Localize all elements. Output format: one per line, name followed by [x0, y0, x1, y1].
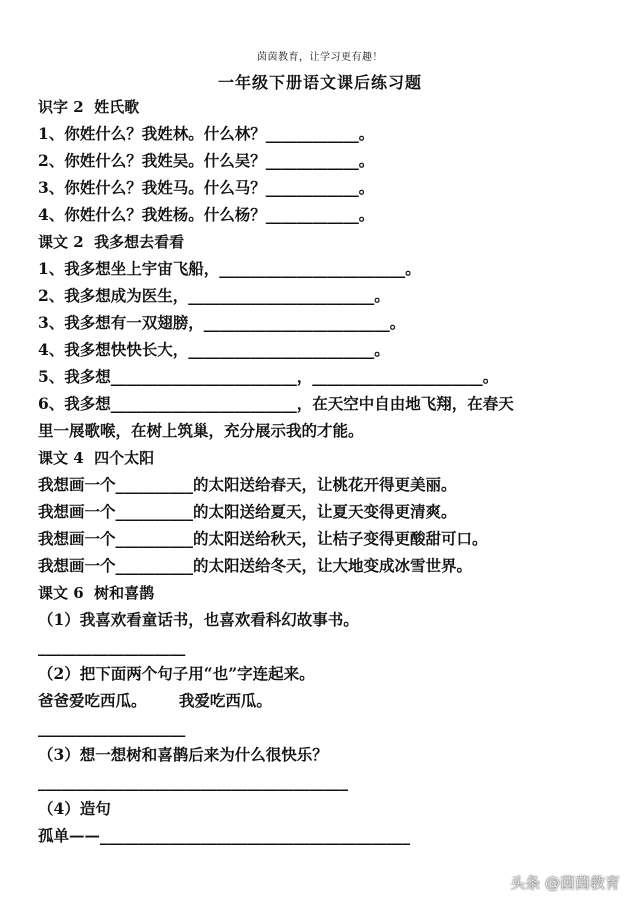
- exercise-line: 3、你姓什么？我姓马。什么马？____________。: [38, 178, 375, 197]
- exercise-line: 我想画一个__________的太阳送给冬天，让大地变成冰雪世界。: [38, 556, 473, 575]
- exercise-line: 我想画一个__________的太阳送给秋天，让桔子变得更酸甜可口。: [38, 529, 488, 548]
- watermark: 头条 @茵茵教育: [510, 874, 620, 892]
- section-heading-2: 课文 2 我多想去看看: [38, 233, 185, 251]
- answer-blank: ________________________________________: [38, 772, 348, 791]
- exercise-line: （3）想一想树和喜鹊后来为什么很快乐？: [38, 745, 328, 764]
- section-heading-3: 课文 4 四个太阳: [38, 449, 155, 467]
- exercise-line: 孤单——________________________________________: [38, 826, 411, 845]
- answer-blank: ___________________: [38, 637, 186, 656]
- exercise-line: 4、你姓什么？我姓杨。什么杨？____________。: [38, 205, 375, 224]
- exercise-line: 3、我多想有一双翅膀，________________________。: [38, 313, 406, 332]
- exercise-line: 2、我多想成为医生，________________________。: [38, 286, 390, 305]
- answer-blank: ___________________: [38, 718, 186, 737]
- header-note: 茵茵教育，让学习更有趣！: [257, 52, 383, 63]
- section-heading-1: 识字 2 姓氏歌: [38, 98, 140, 116]
- section-heading-4: 课文 6 树和喜鹊: [38, 584, 155, 602]
- exercise-line: 爸爸爱吃西瓜。 我爱吃西瓜。: [38, 691, 272, 710]
- exercise-line: 1、你姓什么？我姓林。什么林？____________。: [38, 124, 375, 143]
- exercise-line: 4、我多想快快长大，________________________。: [38, 340, 390, 359]
- exercise-line: 6、我多想________________________，在天空中自由地飞翔，在春天: [38, 394, 514, 413]
- exercise-line: 2、你姓什么？我姓吴。什么吴？____________。: [38, 151, 375, 170]
- exercise-line: 我想画一个__________的太阳送给夏天，让夏天变得更清爽。: [38, 502, 457, 521]
- exercise-line: （1）我喜欢看童话书，也喜欢看科幻故事书。: [38, 610, 359, 629]
- exercise-line: （2）把下面两个句子用“也”字连起来。: [38, 664, 315, 683]
- exercise-line: 1、我多想坐上宇宙飞船，________________________。: [38, 259, 421, 278]
- exercise-line: 里一展歌喉，在树上筑巢，充分展示我的才能。: [38, 421, 364, 440]
- exercise-line: （4）造句: [38, 799, 111, 818]
- document-title: 一年级下册语文课后练习题: [217, 73, 422, 92]
- exercise-line: 5、我多想________________________，______________________。: [38, 367, 499, 386]
- exercise-line: 我想画一个__________的太阳送给春天，让桃花开得更美丽。: [38, 475, 457, 494]
